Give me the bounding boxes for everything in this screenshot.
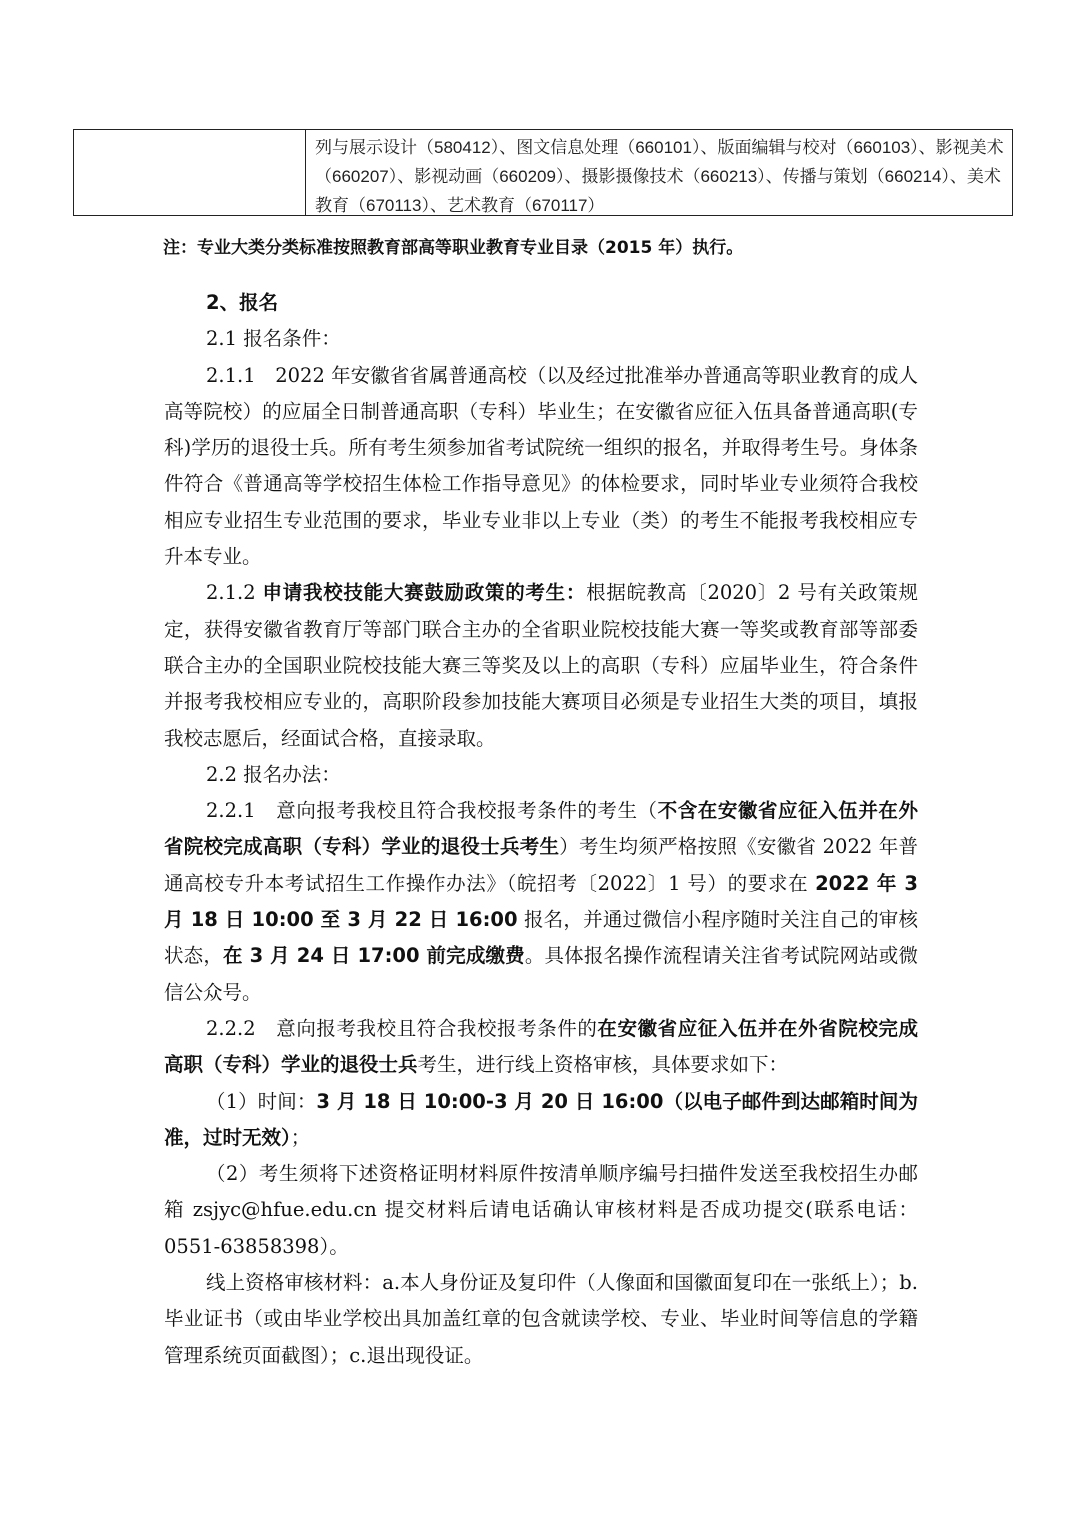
bold-run: 在安徽省应征入伍并在外省院校完成高职（专科）学业的退役士兵 (164, 1016, 918, 1077)
bold-run: 不含在安徽省应征入伍并在外省院校完成高职（专科）学业的退役士兵考生 (164, 799, 918, 859)
item-1-time (164, 1084, 918, 1157)
text-run: 考生，进行线上资格审核，具体要求如下： (417, 1053, 789, 1077)
text-run: （1）时间： (206, 1089, 317, 1113)
materials-paragraph: 线上资格审核材料：a.本人身份证及复印件（人像面和国徽面复印在一张纸上）；b.毕业证书（或由毕业学校出具加盖红章的包含就读学校、专业、毕业时间等信息的学籍管理系统页面截图）；c.退出现役证。 (164, 1271, 918, 1367)
paragraph-2-2-1 (164, 793, 918, 1011)
major-table (73, 129, 1013, 216)
paragraph-2-1-1: 2.1.1 2022 年安徽省省属普通高校（以及经过批准举办普通高等职业教育的成人高等院校）的应届全日制普通高职（专科）毕业生；在安徽省应征入伍具备普通高职(专科)学历的退役士兵。所有考生须参加省考试院统一组织的报名，并取得考生号。身体条件符合《普通高等学校招生体检工作指导意见》的体检要求，同时毕业专业须符合我校相应专业招生专业范围的要求，毕业专业非以上专业（类）的考生不能报考我校相应专升本专业。 (164, 363, 918, 569)
text-run: 报名，并通过微信小程序随时关注自己的审核状态， (164, 908, 918, 968)
text-run: ）考生均须严格按照《安徽省 2022 年普通高校专升本考试招生工作操作办法》（皖招考〔2022〕1 号）的要求在 (164, 835, 918, 895)
text-run: 。具体报名操作流程请关注省考试院网站或微信公众号。 (164, 944, 918, 1004)
paragraph-2-2-2 (164, 1011, 918, 1084)
paragraph-2-1-2 (164, 575, 918, 756)
registration-date-run: 2022 年 3 月 18 日 10:00 至 3 月 22 日 16:00 (164, 871, 918, 932)
paragraph-2-1-2-number: 2.1.2 (206, 581, 263, 605)
review-time-run: 3 月 18 日 10:00-3 月 20 日 16:00（以电子邮件到达邮箱时间为准，过时无效） (164, 1089, 918, 1149)
section-heading: 2、报名 (206, 291, 279, 314)
text-run: 2.2.2 意向报考我校且符合我校报考条件的 (206, 1016, 598, 1040)
table-left-cell (74, 130, 306, 215)
subsection-title-2-1: 2.1 报名条件： (206, 327, 341, 351)
payment-deadline-run: 在 3 月 24 日 17:00 前完成缴费 (223, 944, 525, 968)
table-major-list-cell: 列与展示设计（580412）、图文信息处理（660101）、版面编辑与校对（660103）、影视美术（660207）、影视动画（660209）、摄影摄像技术（660213）、传播与策划（660214）、美术教育（670113）、艺术教育（670117） (315, 138, 1004, 215)
table-note: 注：专业大类分类标准按照教育部高等职业教育专业目录（2015 年）执行。 (163, 238, 744, 258)
subsection-title-2-2: 2.2 报名办法： (206, 762, 341, 786)
paragraph-2-1-2-text: 根据皖教高〔2020〕2 号有关政策规定，获得安徽省教育厅等部门联合主办的全省职业院校技能大赛一等奖或教育部等部委联合主办的全国职业院校技能大赛三等奖及以上的高职（专科）应届毕业生，符合条件并报考我校相应专业的，高职阶段参加技能大赛项目必须是专业招生大类的项目，填报我校志愿后，经面试合格，直接录取。 (164, 581, 918, 750)
paragraph-2-1-2-bold: 申请我校技能大赛鼓励政策的考生： (262, 581, 587, 605)
registration-section (164, 285, 918, 1374)
text-run: 2.2.1 意向报考我校且符合我校报考条件的考生（ (206, 799, 658, 823)
item-2-email: （2）考生须将下述资格证明材料原件按清单顺序编号扫描件发送至我校招生办邮箱 zsjyc@hfue.edu.cn 提交材料后请电话确认审核材料是否成功提交(联系电话：0551-63858398）。 (164, 1162, 918, 1258)
text-run: ； (290, 1125, 311, 1149)
